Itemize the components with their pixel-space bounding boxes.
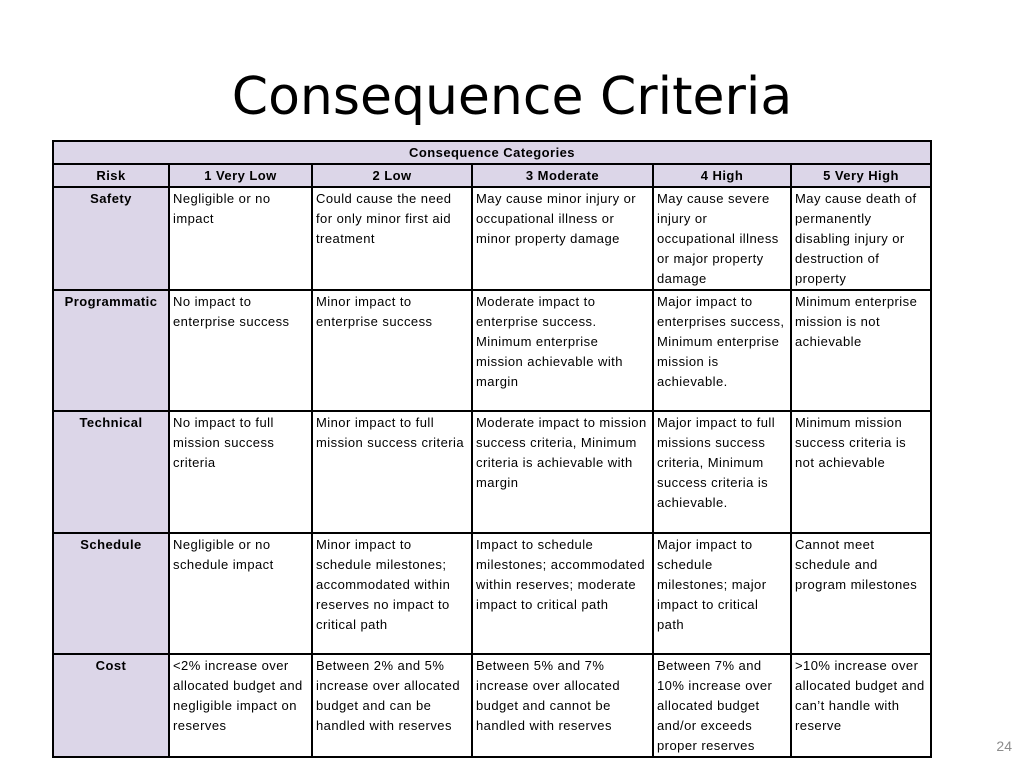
table-cell: Minor impact to full mission success criteria xyxy=(312,411,472,533)
table-cell: Major impact to schedule milestones; major impact to critical path xyxy=(653,533,791,654)
table-cell: Moderate impact to mission success criteria, Minimum criteria is achievable with margin xyxy=(472,411,653,533)
table-row-safety xyxy=(53,187,931,290)
table-cell: Minimum enterprise mission is not achievable xyxy=(791,290,931,411)
table-cell: May cause severe injury or occupational illness or major property damage xyxy=(653,187,791,290)
table-cell: Minimum mission success criteria is not achievable xyxy=(791,411,931,533)
page-number: 24 xyxy=(996,738,1012,754)
column-header-risk: Risk xyxy=(53,164,169,187)
table-band-row xyxy=(53,141,931,164)
table-cell: No impact to enterprise success xyxy=(169,290,312,411)
table-cell: Negligible or no schedule impact xyxy=(169,533,312,654)
table-cell: Minor impact to enterprise success xyxy=(312,290,472,411)
table-cell: Major impact to enterprises success, Minimum enterprise mission is achievable. xyxy=(653,290,791,411)
column-header-high: 4 High xyxy=(653,164,791,187)
table-cell: Between 7% and 10% increase over allocated budget and/or exceeds proper reserves xyxy=(653,654,791,757)
slide-title: Consequence Criteria xyxy=(231,67,793,127)
table-row-cost xyxy=(53,654,931,757)
table-cell: Major impact to full missions success criteria, Minimum success criteria is achievable. xyxy=(653,411,791,533)
table-cell: May cause minor injury or occupational illness or minor property damage xyxy=(472,187,653,290)
table-cell: >10% increase over allocated budget and can’t handle with reserve xyxy=(791,654,931,757)
column-header-moderate: 3 Moderate xyxy=(472,164,653,187)
table-header-row xyxy=(53,164,931,187)
table-cell: <2% increase over allocated budget and negligible impact on reserves xyxy=(169,654,312,757)
table-row-schedule xyxy=(53,533,931,654)
row-header-technical: Technical xyxy=(53,411,169,533)
row-header-cost: Cost xyxy=(53,654,169,757)
table-cell: Impact to schedule milestones; accommodated within reserves; moderate impact to critical path xyxy=(472,533,653,654)
column-header-low: 2 Low xyxy=(312,164,472,187)
table-cell: Between 5% and 7% increase over allocated budget and cannot be handled with reserves xyxy=(472,654,653,757)
row-header-programmatic: Programmatic xyxy=(53,290,169,411)
consequence-table xyxy=(52,140,932,758)
table-cell: No impact to full mission success criteria xyxy=(169,411,312,533)
table-row-technical xyxy=(53,411,931,533)
column-header-very-low: 1 Very Low xyxy=(169,164,312,187)
table-cell: May cause death of permanently disabling injury or destruction of property xyxy=(791,187,931,290)
table-cell: Moderate impact to enterprise success. Minimum enterprise mission achievable with margin xyxy=(472,290,653,411)
table-cell: Between 2% and 5% increase over allocated budget and can be handled with reserves xyxy=(312,654,472,757)
table-cell: Cannot meet schedule and program milestones xyxy=(791,533,931,654)
consequence-categories-header: Consequence Categories xyxy=(53,141,931,164)
row-header-safety: Safety xyxy=(53,187,169,290)
table-cell: Negligible or no impact xyxy=(169,187,312,290)
row-header-schedule: Schedule xyxy=(53,533,169,654)
table-cell: Could cause the need for only minor first aid treatment xyxy=(312,187,472,290)
table-cell: Minor impact to schedule milestones; accommodated within reserves no impact to critical path xyxy=(312,533,472,654)
table-row-programmatic xyxy=(53,290,931,411)
column-header-very-high: 5 Very High xyxy=(791,164,931,187)
